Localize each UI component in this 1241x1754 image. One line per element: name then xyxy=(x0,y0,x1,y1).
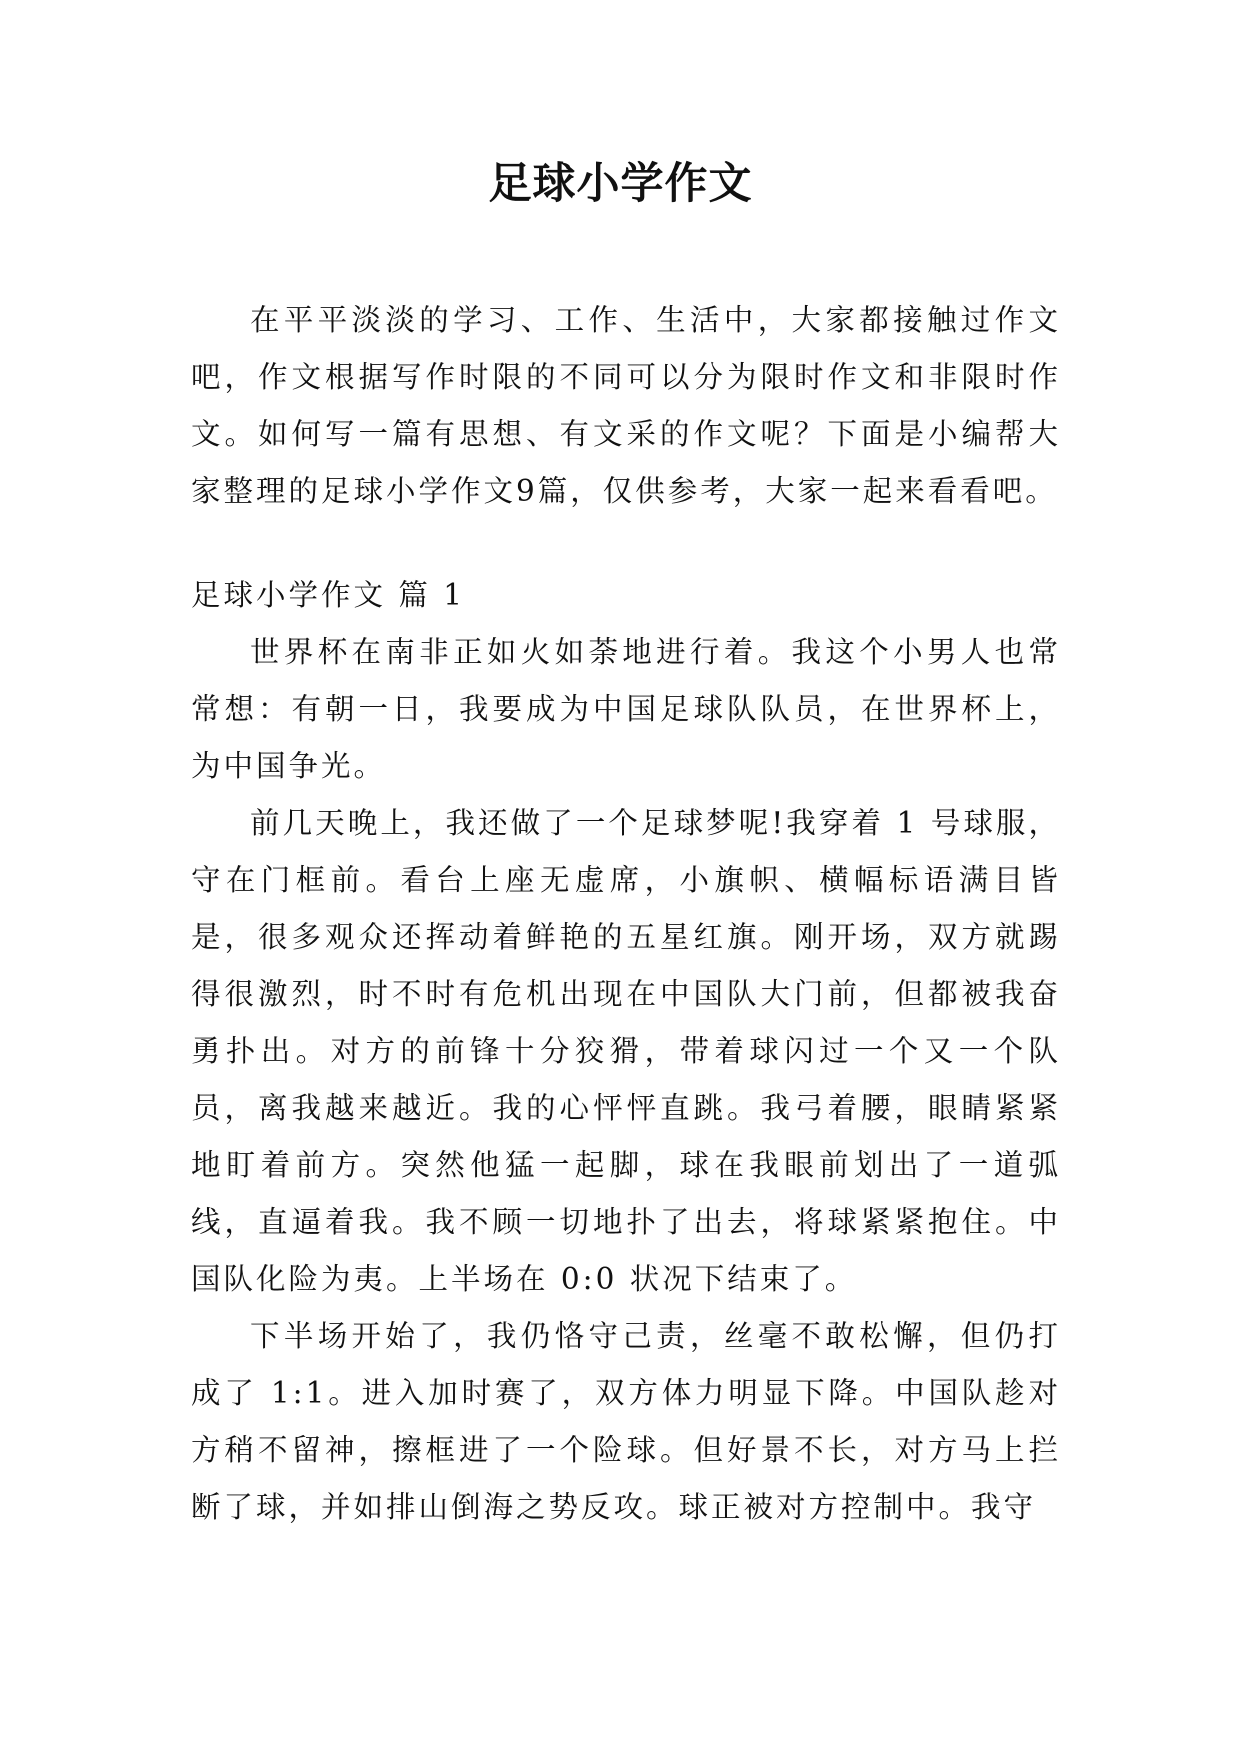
body-paragraph: 下半场开始了，我仍恪守己责，丝毫不敢松懈，但仍打成了 1:1。进入加时赛了，双方体力明显下降。中国队趁对方稍不留神，擦框进了一个险球。但好景不长，对方马上拦断了球，并如排山倒海之势反攻。球正被对方控制中。我守 xyxy=(191,1319,1061,1524)
document-body xyxy=(191,292,1061,1536)
section-heading: 足球小学作文 篇 1 xyxy=(191,578,466,612)
intro-paragraph: 在平平淡淡的学习、工作、生活中，大家都接触过作文吧，作文根据写作时限的不同可以分为限时作文和非限时作文。如何写一篇有思想、有文采的作文呢？下面是小编帮大家整理的足球小学作文9篇，仅供参考，大家一起来看看吧。 xyxy=(191,303,1061,508)
body-paragraph: 前几天晚上，我还做了一个足球梦呢!我穿着 1 号球服，守在门框前。看台上座无虚席，小旗帜、横幅标语满目皆是，很多观众还挥动着鲜艳的五星红旗。刚开场，双方就踢得很激烈，时不时有危机出现在中国队大门前，但都被我奋勇扑出。对方的前锋十分狡猾，带着球闪过一个又一个队员，离我越来越近。我的心怦怦直跳。我弓着腰，眼睛紧紧地盯着前方。突然他猛一起脚，球在我眼前划出了一道弧线，直逼着我。我不顾一切地扑了出去，将球紧紧抱住。中国队化险为夷。上半场在 0:0 状况下结束了。 xyxy=(191,806,1061,1296)
body-paragraph: 世界杯在南非正如火如荼地进行着。我这个小男人也常常想：有朝一日，我要成为中国足球队队员，在世界杯上，为中国争光。 xyxy=(191,635,1061,783)
document-title: 足球小学作文 xyxy=(488,159,753,209)
